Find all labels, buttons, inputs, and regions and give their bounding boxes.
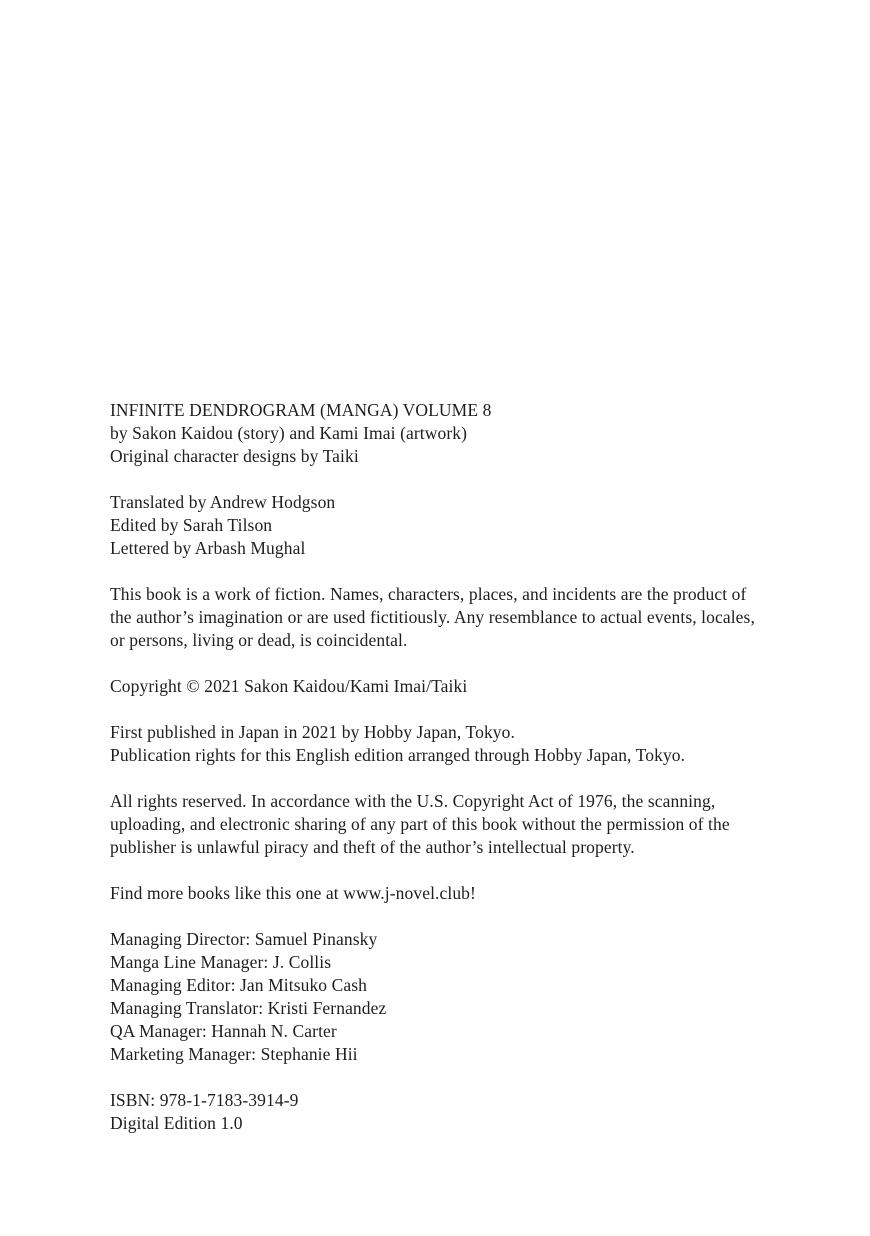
text-line: Translated by Andrew Hodgson	[110, 492, 336, 512]
text-line: publisher is unlawful piracy and theft of the author’s intellectual property.	[110, 837, 635, 857]
colophon	[110, 399, 800, 1135]
company-credits	[110, 928, 800, 1066]
text-line: Managing Translator: Kristi Fernandez	[110, 998, 387, 1018]
text-line: All rights reserved. In accordance with the U.S. Copyright Act of 1976, the scanning,	[110, 791, 716, 811]
text-line: This book is a work of fiction. Names, characters, places, and incidents are the product of	[110, 584, 747, 604]
copyright-line	[110, 675, 800, 698]
text-line: Original character designs by Taiki	[110, 446, 359, 466]
rights-notice	[110, 790, 800, 859]
text-line: uploading, and electronic sharing of any part of this book without the permission of the	[110, 814, 730, 834]
text-line: Lettered by Arbash Mughal	[110, 538, 306, 558]
text-line: QA Manager: Hannah N. Carter	[110, 1021, 337, 1041]
fiction-disclaimer	[110, 583, 800, 652]
title-block	[110, 399, 800, 468]
text-line: Manga Line Manager: J. Collis	[110, 952, 332, 972]
promo-line	[110, 882, 800, 905]
text-line: Marketing Manager: Stephanie Hii	[110, 1044, 358, 1064]
text-line: Copyright © 2021 Sakon Kaidou/Kami Imai/Taiki	[110, 676, 468, 696]
text-line: ISBN: 978-1-7183-3914-9	[110, 1090, 299, 1110]
publication-info	[110, 721, 800, 767]
text-line: Digital Edition 1.0	[110, 1113, 243, 1133]
text-line: First published in Japan in 2021 by Hobby Japan, Tokyo.	[110, 722, 515, 742]
text-line: Managing Director: Samuel Pinansky	[110, 929, 378, 949]
text-line: Find more books like this one at www.j-novel.club!	[110, 883, 476, 903]
staff-credits	[110, 491, 800, 560]
text-line: INFINITE DENDROGRAM (MANGA) VOLUME 8	[110, 400, 492, 420]
text-line: Managing Editor: Jan Mitsuko Cash	[110, 975, 368, 995]
text-line: by Sakon Kaidou (story) and Kami Imai (artwork)	[110, 423, 468, 443]
edition-info	[110, 1089, 800, 1135]
text-line: Edited by Sarah Tilson	[110, 515, 273, 535]
text-line: Publication rights for this English edition arranged through Hobby Japan, Tokyo.	[110, 745, 686, 765]
text-line: or persons, living or dead, is coincidental.	[110, 630, 408, 650]
text-line: the author’s imagination or are used fictitiously. Any resemblance to actual events, locales,	[110, 607, 755, 627]
